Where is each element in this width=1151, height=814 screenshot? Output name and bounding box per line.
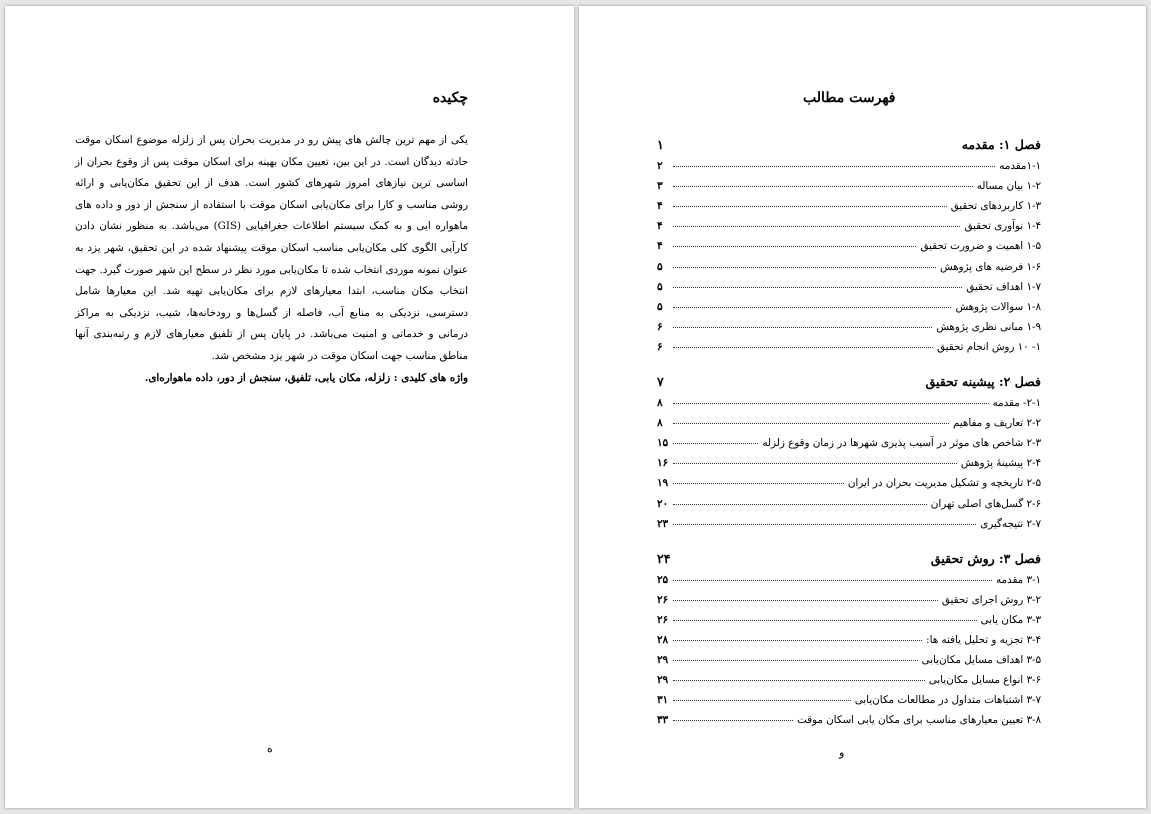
toc-entry-page: ۲۹ [657, 654, 669, 667]
toc-leader-dots [673, 483, 844, 484]
toc-leader-dots [673, 524, 976, 525]
toc-chapter-page: ۷ [657, 373, 664, 389]
toc-entry-title: ۱-۴ نوآوری تحقیق [964, 220, 1041, 233]
toc-entry-title: ۳-۲ روش اجرای تحقیق [941, 593, 1041, 606]
toc-entry-page: ۲۳ [657, 517, 669, 530]
toc-entry-title: ۳-۷ اشتباهات متداول در مطالعات مکان‌یابی [854, 694, 1041, 707]
toc-leader-dots [673, 504, 927, 505]
abstract-keywords: واژه های کلیدی : زلزله، مکان یابی، تلفیق، سنجش از دور، داده ماهواره‌ای. [144, 371, 468, 384]
toc-entry-title: ۱- ۱۰ روش انجام تحقیق [937, 340, 1041, 353]
abstract-page [5, 6, 574, 808]
toc-entry[interactable] [657, 666, 1041, 686]
toc-entry-page: ۳۱ [657, 694, 669, 707]
toc-entry-title: ۲-۳ شاخص های موثر در آسیب پذیری شهرها در زمان وقوع زلزله [762, 437, 1041, 450]
abstract-body [75, 130, 468, 389]
toc-entry-title: ۱-۳ کاربردهای تحقیق [950, 200, 1041, 213]
toc-list [657, 130, 1041, 726]
abstract-title: چکیده [432, 90, 468, 106]
toc-entry[interactable] [657, 273, 1041, 293]
toc-leader-dots [673, 403, 989, 404]
toc-entry-title: ۲-۱- مقدمه [992, 397, 1041, 410]
toc-title: فهرست مطالب [803, 90, 896, 106]
toc-chapter-page: ۲۴ [657, 550, 671, 566]
toc-entry[interactable] [657, 489, 1041, 509]
toc-entry-title: ۱-۲ بیان مساله [976, 180, 1041, 193]
toc-entry-page: ۲۵ [657, 573, 669, 586]
toc-chapter-heading[interactable] [657, 544, 1041, 566]
toc-entry-page: ۱۶ [657, 457, 669, 470]
toc-entry[interactable] [657, 566, 1041, 586]
toc-entry[interactable] [657, 212, 1041, 232]
page-number: و [839, 746, 845, 759]
toc-leader-dots [673, 580, 992, 581]
toc-leader-dots [673, 720, 793, 721]
toc-leader-dots [673, 620, 977, 621]
toc-entry[interactable] [657, 646, 1041, 666]
toc-chapter-title: فصل ۳: روش تحقیق [930, 550, 1041, 566]
toc-leader-dots [673, 443, 758, 444]
toc-entry-page: ۲۶ [657, 613, 669, 626]
toc-entry-page: ۲ [657, 160, 663, 173]
toc-entry[interactable] [657, 429, 1041, 449]
toc-entry-title: ۲-۴ پیشینۀ پژوهش [960, 457, 1041, 470]
toc-entry[interactable] [657, 706, 1041, 726]
page-number: ه [267, 742, 273, 755]
toc-chapter-gap [657, 353, 1041, 367]
toc-leader-dots [673, 700, 851, 701]
toc-entry-page: ۱۵ [657, 437, 669, 450]
toc-entry[interactable] [657, 626, 1041, 646]
toc-leader-dots [673, 463, 957, 464]
toc-leader-dots [673, 640, 922, 641]
toc-chapter-page: ۱ [657, 137, 664, 152]
toc-leader-dots [673, 267, 936, 268]
abstract-text: یکی از مهم ترین چالش های پیش رو در مدیریت بحران پس از زلزله موضوع اسکان موقت حادثه دیدگان است. در این بین، تعیین مکان بهینه برای اسکان موقت پس از وقوع بحران از اساسی ترین نیازهای امروز شهرهای کشور است. هدف از این تحقیق مکان‌یابی و ارائه روشی مناسب و کارا برای مکان‌یابی اسکان موقت با استفاده از سنجش از دور و داده های ماهواره ایی و به کمک سیستم اطلاعات جغرافیایی (GIS) می‌باشد. به منظور نشان دادن کارآیی الگوی کلی مکان‌یابی مناسب اسکان موقت پیشنهاد شده در این تحقیق، شهر یزد به عنوان نمونه موردی انتخاب شده تا مکان‌یابی مورد نظر در سطح این شهر صورت گیرد. جهت انتخاب مکان مناسب، ابتدا معیارهای لازم برای مکان‌یابی تهیه شد. این معیارها شامل دسترسی، نزدیکی به منابع آب، فاصله از گسل‌ها و رودخانه‌ها، شیب، نزدیکی به مراکز درمانی و خدماتی و امنیت می‌باشد. در پایان پس از تلفیق معیارهای لازم و رتبه‌بندی آنها مناطق مناسب جهت اسکان موقت در شهر یزد مشخص شد. [75, 134, 468, 362]
toc-chapter-title: فصل ۱: مقدمه [961, 137, 1041, 152]
toc-entry-title: ۱-۱مقدمه [999, 160, 1041, 173]
toc-entry-page: ۴ [657, 220, 663, 233]
toc-entry[interactable] [657, 172, 1041, 192]
toc-leader-dots [673, 287, 962, 288]
toc-leader-dots [673, 307, 951, 308]
toc-entry-title: ۱-۹ مبانی نظری پژوهش [936, 320, 1041, 333]
toc-entry[interactable] [657, 510, 1041, 530]
toc-entry[interactable] [657, 152, 1041, 172]
toc-entry-title: ۳-۶ انواع مسایل مکان‌یابی [928, 674, 1041, 687]
toc-leader-dots [673, 423, 949, 424]
toc-entry-page: ۱۹ [657, 477, 669, 490]
toc-entry-title: ۳-۱ مقدمه [996, 573, 1041, 586]
toc-entry-page: ۲۹ [657, 674, 669, 687]
toc-entry-page: ۵ [657, 260, 663, 273]
toc-entry-title: ۳-۳ مکان یابی [980, 613, 1041, 626]
toc-entry[interactable] [657, 293, 1041, 313]
toc-entry-page: ۵ [657, 280, 663, 293]
toc-entry[interactable] [657, 333, 1041, 353]
toc-chapter-heading[interactable] [657, 367, 1041, 389]
toc-entry-title: ۱-۸ سوالات پژوهش [955, 300, 1041, 313]
toc-entry-page: ۲۰ [657, 497, 669, 510]
toc-entry-page: ۳ [657, 180, 663, 193]
toc-entry-page: ۴ [657, 240, 663, 253]
toc-chapter-gap [657, 530, 1041, 544]
toc-leader-dots [673, 246, 916, 247]
toc-chapter-title: فصل ۲: پیشینه تحقیق [925, 373, 1041, 389]
toc-entry-page: ۸ [657, 417, 663, 430]
toc-entry-title: ۳-۴ تجزیه و تحلیل یافته ها: [926, 633, 1041, 646]
toc-leader-dots [673, 166, 995, 167]
toc-entry-title: ۱-۷ اهداف تحقیق [966, 280, 1041, 293]
toc-leader-dots [673, 186, 973, 187]
toc-leader-dots [673, 680, 925, 681]
toc-entry[interactable] [657, 449, 1041, 469]
toc-leader-dots [673, 226, 960, 227]
toc-entry[interactable] [657, 232, 1041, 252]
toc-entry-page: ۶ [657, 320, 663, 333]
toc-entry-page: ۵ [657, 300, 663, 313]
toc-leader-dots [673, 206, 947, 207]
toc-entry-page: ۶ [657, 340, 663, 353]
toc-entry[interactable] [657, 409, 1041, 429]
toc-page [579, 6, 1146, 808]
toc-leader-dots [673, 327, 932, 328]
toc-entry-title: ۲-۵ تاریخچه و تشکیل مدیریت بحران در ایران [847, 477, 1041, 490]
toc-entry-page: ۲۸ [657, 633, 669, 646]
toc-entry-title: ۳-۵ اهداف مسایل مکان‌یابی [921, 654, 1041, 667]
toc-leader-dots [673, 600, 938, 601]
toc-entry-title: ۱-۵ اهمیت و ضرورت تحقیق [920, 240, 1041, 253]
toc-entry[interactable] [657, 469, 1041, 489]
toc-entry[interactable] [657, 586, 1041, 606]
toc-entry[interactable] [657, 313, 1041, 333]
toc-entry-title: ۲-۷ نتیجه‌گیری [980, 517, 1041, 530]
toc-entry[interactable] [657, 192, 1041, 212]
toc-leader-dots [673, 347, 933, 348]
toc-leader-dots [673, 660, 918, 661]
toc-chapter-heading[interactable] [657, 130, 1041, 152]
toc-entry-page: ۴ [657, 200, 663, 213]
toc-entry[interactable] [657, 389, 1041, 409]
toc-entry-page: ۳۳ [657, 714, 669, 727]
toc-entry-title: ۳-۸ تعیین معیارهای مناسب برای مکان یابی اسکان موقت [796, 714, 1041, 727]
toc-entry[interactable] [657, 686, 1041, 706]
toc-entry[interactable] [657, 252, 1041, 272]
toc-entry-page: ۲۶ [657, 593, 669, 606]
toc-entry-title: ۲-۲ تعاریف و مفاهیم [952, 417, 1041, 430]
toc-entry-title: ۲-۶ گسل‌های اصلی تهران [930, 497, 1041, 510]
toc-entry-page: ۸ [657, 397, 663, 410]
toc-entry-title: ۱-۶ فرضیه های پژوهش [939, 260, 1041, 273]
toc-entry[interactable] [657, 606, 1041, 626]
